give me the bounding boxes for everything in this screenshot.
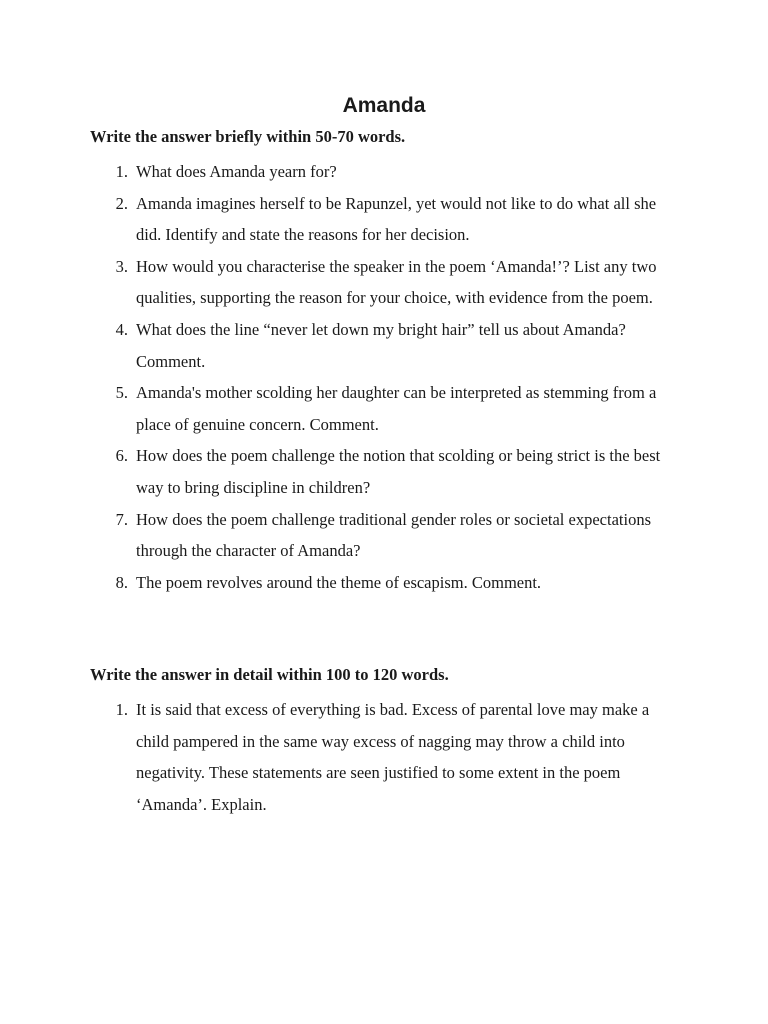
- question-number: 5.: [115, 383, 128, 403]
- question-item: [0, 188, 768, 251]
- long-answer-heading: Write the answer in detail within 100 to 120 words.: [90, 665, 449, 684]
- question-text: The poem revolves around the theme of escapism. Comment.: [136, 572, 542, 592]
- question-number: 1.: [115, 700, 128, 719]
- question-text: What does the line “never let down my bright hair” tell us about Amanda? Comment.: [136, 319, 626, 371]
- question-item: [0, 567, 768, 599]
- question-item: [0, 504, 768, 567]
- question-number: 8.: [115, 572, 128, 592]
- short-answer-heading: Write the answer briefly within 50-70 words.: [90, 127, 406, 146]
- question-text: How does the poem challenge the notion that scolding or being strict is the best way to bring discipline in children?: [136, 446, 661, 497]
- question-number: 4.: [115, 319, 128, 339]
- short-answer-question-list: [0, 156, 768, 598]
- question-text: It is said that excess of everything is bad. Excess of parental love may make a child pampered in the same way excess of nagging may throw a child into negativity. These statements are seen justified to some extent in the poem ‘Amanda’. Explain.: [136, 700, 650, 814]
- question-item: [0, 377, 768, 440]
- question-item: [0, 156, 768, 188]
- question-number: 6.: [115, 446, 128, 466]
- question-item: [0, 440, 768, 503]
- question-text: Amanda imagines herself to be Rapunzel, yet would not like to do what all she did. Identify and state the reasons for her decision.: [136, 193, 657, 245]
- question-number: 2.: [115, 193, 128, 213]
- question-text: What does Amanda yearn for?: [136, 162, 337, 181]
- question-item: [0, 314, 768, 377]
- question-number: 7.: [115, 509, 128, 529]
- long-answer-question-list: [0, 694, 768, 820]
- question-item: [0, 694, 768, 820]
- question-text: How does the poem challenge traditional gender roles or societal expectations through the character of Amanda?: [136, 509, 651, 561]
- question-number: 1.: [115, 162, 128, 181]
- question-item: [0, 251, 768, 314]
- question-number: 3.: [115, 256, 128, 276]
- question-text: How would you characterise the speaker in the poem ‘Amanda!’? List any two qualities, supporting the reason for your choice, with evidence from the poem.: [136, 256, 657, 308]
- page-title: Amanda: [342, 94, 426, 117]
- question-text: Amanda's mother scolding her daughter can be interpreted as stemming from a place of genuine concern. Comment.: [136, 383, 657, 434]
